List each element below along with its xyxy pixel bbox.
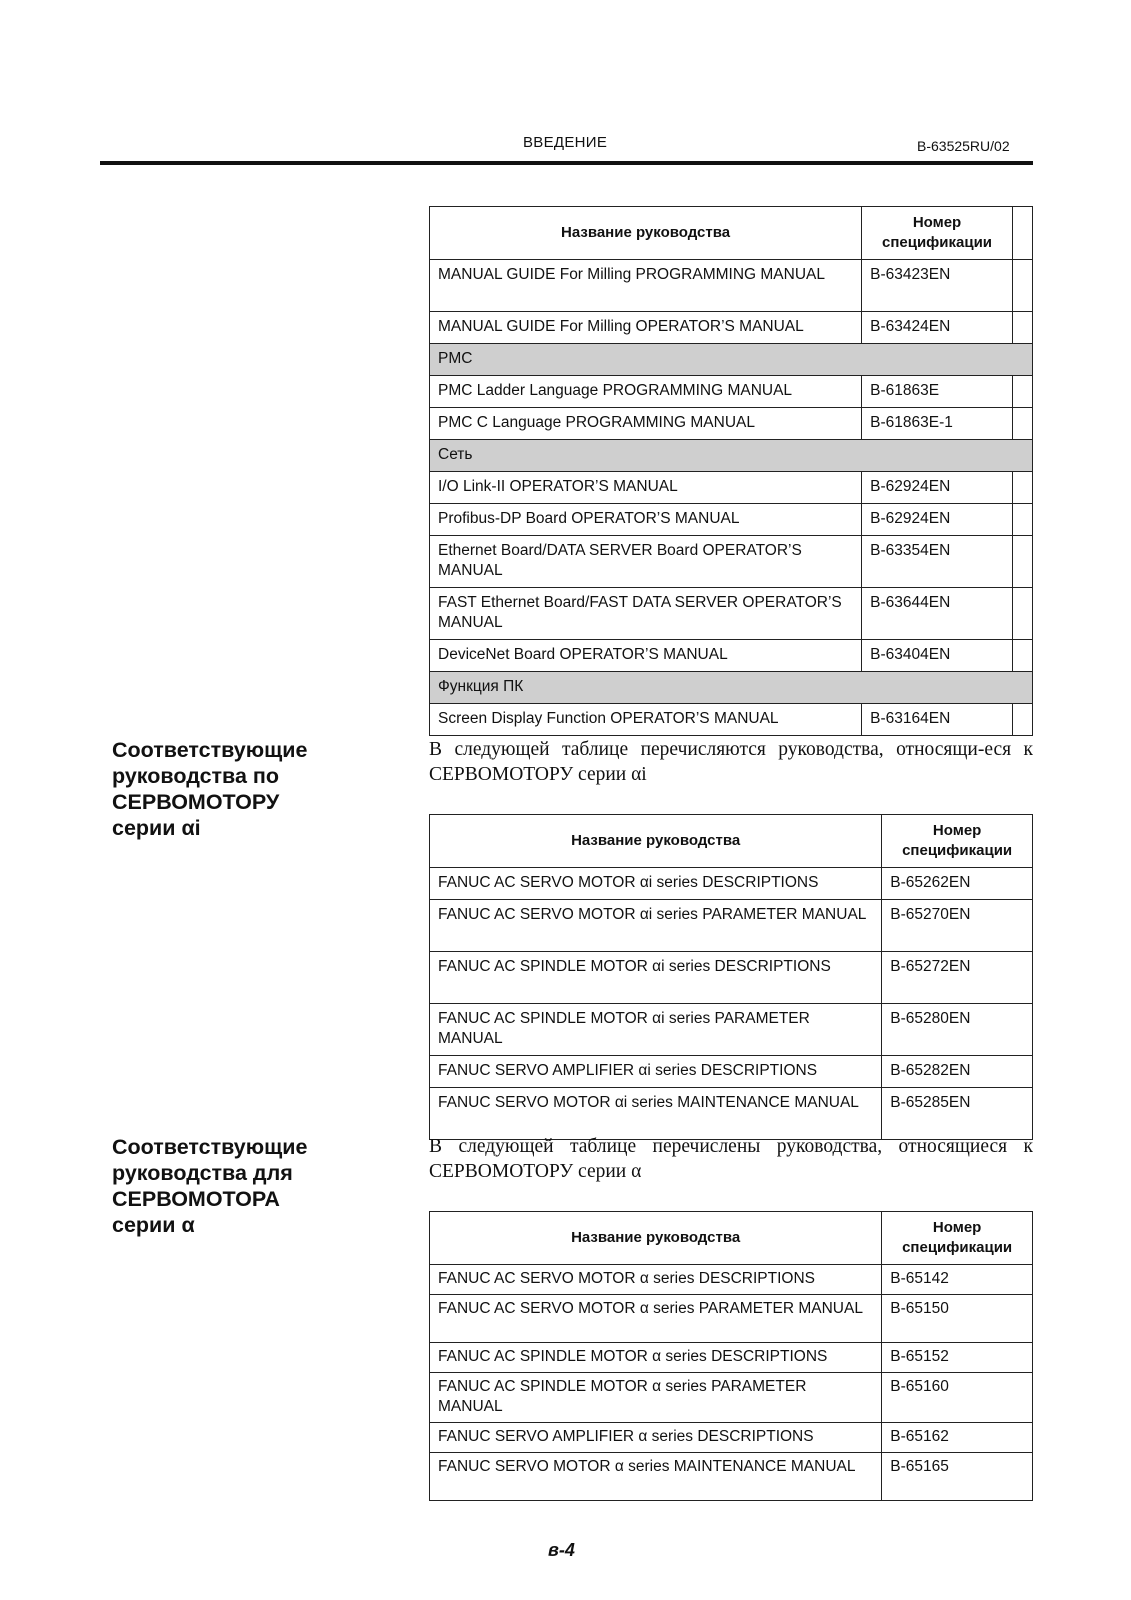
extra-cell	[1012, 704, 1032, 736]
section-label: Функция ПК	[430, 672, 1033, 704]
manual-name: PMC Ladder Language PROGRAMMING MANUAL	[430, 376, 862, 408]
table-section-row	[430, 344, 1033, 376]
spec-number: B-61863E	[862, 376, 1013, 408]
manual-name: FANUC SERVO MOTOR α series MAINTENANCE MANUAL	[430, 1453, 882, 1501]
side-heading-alpha	[112, 1134, 307, 1238]
section-label: Сеть	[430, 440, 1033, 472]
header-section-title: ВВЕДЕНИЕ	[523, 134, 608, 151]
table-row	[430, 1453, 1033, 1501]
extra-cell	[1012, 588, 1032, 640]
extra-cell	[1012, 472, 1032, 504]
manual-name: FANUC AC SERVO MOTOR α series DESCRIPTIONS	[430, 1265, 882, 1295]
manual-name: FANUC AC SPINDLE MOTOR α series PARAMETER MANUAL	[430, 1373, 882, 1423]
manual-name: FANUC AC SPINDLE MOTOR αi series DESCRIPTIONS	[430, 952, 882, 1004]
manual-name: FANUC AC SERVO MOTOR αi series DESCRIPTIONS	[430, 868, 882, 900]
manual-name: Ethernet Board/DATA SERVER Board OPERATOR’S MANUAL	[430, 536, 862, 588]
manual-name: DeviceNet Board OPERATOR’S MANUAL	[430, 640, 862, 672]
manual-name: Profibus-DP Board OPERATOR’S MANUAL	[430, 504, 862, 536]
manual-name: I/O Link-II OPERATOR’S MANUAL	[430, 472, 862, 504]
table-row	[430, 260, 1033, 312]
side-heading-line: руководства для	[112, 1161, 293, 1185]
manual-name: FANUC AC SPINDLE MOTOR αi series PARAMETER MANUAL	[430, 1004, 882, 1056]
manual-name: MANUAL GUIDE For Milling PROGRAMMING MANUAL	[430, 260, 862, 312]
column-header-spec: Номер спецификации	[862, 207, 1013, 260]
table-row	[430, 868, 1033, 900]
manual-name: FANUC SERVO AMPLIFIER α series DESCRIPTIONS	[430, 1423, 882, 1453]
spec-number: B-65280EN	[882, 1004, 1033, 1056]
table-header-row	[430, 1212, 1033, 1265]
table-row	[430, 1295, 1033, 1343]
extra-cell	[1012, 376, 1032, 408]
column-header-extra	[1012, 207, 1032, 260]
manuals-table-alpha-i	[429, 814, 1033, 1140]
spec-number: B-62924EN	[862, 504, 1013, 536]
table-row	[430, 376, 1033, 408]
spec-number: B-65162	[882, 1423, 1033, 1453]
table-row	[430, 900, 1033, 952]
table-section-row	[430, 440, 1033, 472]
column-header-spec: Номер спецификации	[882, 1212, 1033, 1265]
spec-number: B-63424EN	[862, 312, 1013, 344]
manual-name: Screen Display Function OPERATOR’S MANUAL	[430, 704, 862, 736]
intro-paragraph-alpha: В следующей таблице перечислены руководства, относящиеся к СЕРВОМОТОРУ серии α	[429, 1136, 1033, 1182]
table-section-row	[430, 672, 1033, 704]
table-row	[430, 952, 1033, 1004]
spec-number: B-63354EN	[862, 536, 1013, 588]
extra-cell	[1012, 536, 1032, 588]
table-row	[430, 1265, 1033, 1295]
manuals-table-general	[429, 206, 1033, 736]
spec-number: B-65152	[882, 1343, 1033, 1373]
manual-name: PMC C Language PROGRAMMING MANUAL	[430, 408, 862, 440]
table-header-row	[430, 207, 1033, 260]
side-heading-line: серии α	[112, 1213, 195, 1237]
spec-number: B-65272EN	[882, 952, 1033, 1004]
extra-cell	[1012, 260, 1032, 312]
table-row	[430, 1004, 1033, 1056]
spec-number: B-63164EN	[862, 704, 1013, 736]
table-row	[430, 1343, 1033, 1373]
manual-name: MANUAL GUIDE For Milling OPERATOR’S MANUAL	[430, 312, 862, 344]
manuals-table-alpha	[429, 1211, 1033, 1501]
table-row	[430, 408, 1033, 440]
column-header-name: Название руководства	[430, 207, 862, 260]
column-header-name: Название руководства	[430, 815, 882, 868]
side-heading-line: Соответствующие	[112, 738, 308, 762]
column-header-spec: Номер спецификации	[882, 815, 1033, 868]
table-row	[430, 588, 1033, 640]
side-heading-alpha-i	[112, 737, 307, 841]
manual-name: FANUC SERVO MOTOR αi series MAINTENANCE MANUAL	[430, 1088, 882, 1140]
extra-cell	[1012, 504, 1032, 536]
table-header-row	[430, 815, 1033, 868]
spec-number: B-63644EN	[862, 588, 1013, 640]
side-heading-line: СЕРВОМОТОРУ	[112, 790, 280, 814]
header-rule	[100, 161, 1033, 165]
extra-cell	[1012, 408, 1032, 440]
side-heading-line: СЕРВОМОТОРА	[112, 1187, 280, 1211]
table-row	[430, 640, 1033, 672]
table-row	[430, 504, 1033, 536]
table-row	[430, 312, 1033, 344]
side-heading-line: серии αi	[112, 816, 201, 840]
spec-number: B-63423EN	[862, 260, 1013, 312]
section-label: PMC	[430, 344, 1033, 376]
spec-number: B-65160	[882, 1373, 1033, 1423]
manual-name: FANUC AC SERVO MOTOR α series PARAMETER MANUAL	[430, 1295, 882, 1343]
table-row	[430, 536, 1033, 588]
manual-name: FANUC AC SPINDLE MOTOR α series DESCRIPTIONS	[430, 1343, 882, 1373]
spec-number: B-65165	[882, 1453, 1033, 1501]
extra-cell	[1012, 640, 1032, 672]
spec-number: B-65142	[882, 1265, 1033, 1295]
side-heading-line: руководства по	[112, 764, 280, 788]
intro-paragraph-alpha-i: В следующей таблице перечисляются руководства, относящи-еся к СЕРВОМОТОРУ серии αi	[429, 739, 1033, 785]
table-row	[430, 472, 1033, 504]
manual-name: FANUC AC SERVO MOTOR αi series PARAMETER MANUAL	[430, 900, 882, 952]
spec-number: B-65262EN	[882, 868, 1033, 900]
table-row	[430, 1373, 1033, 1423]
manual-name: FANUC SERVO AMPLIFIER αi series DESCRIPTIONS	[430, 1056, 882, 1088]
spec-number: B-65285EN	[882, 1088, 1033, 1140]
header-doc-number: B-63525RU/02	[917, 138, 1010, 154]
spec-number: B-63404EN	[862, 640, 1013, 672]
column-header-name: Название руководства	[430, 1212, 882, 1265]
page-number: в-4	[548, 1540, 575, 1560]
spec-number: B-65270EN	[882, 900, 1033, 952]
side-heading-line: Соответствующие	[112, 1135, 308, 1159]
manual-name: FAST Ethernet Board/FAST DATA SERVER OPERATOR’S MANUAL	[430, 588, 862, 640]
spec-number: B-65150	[882, 1295, 1033, 1343]
spec-number: B-65282EN	[882, 1056, 1033, 1088]
table-row	[430, 704, 1033, 736]
spec-number: B-61863E-1	[862, 408, 1013, 440]
table-row	[430, 1088, 1033, 1140]
table-row	[430, 1423, 1033, 1453]
spec-number: B-62924EN	[862, 472, 1013, 504]
table-row	[430, 1056, 1033, 1088]
extra-cell	[1012, 312, 1032, 344]
